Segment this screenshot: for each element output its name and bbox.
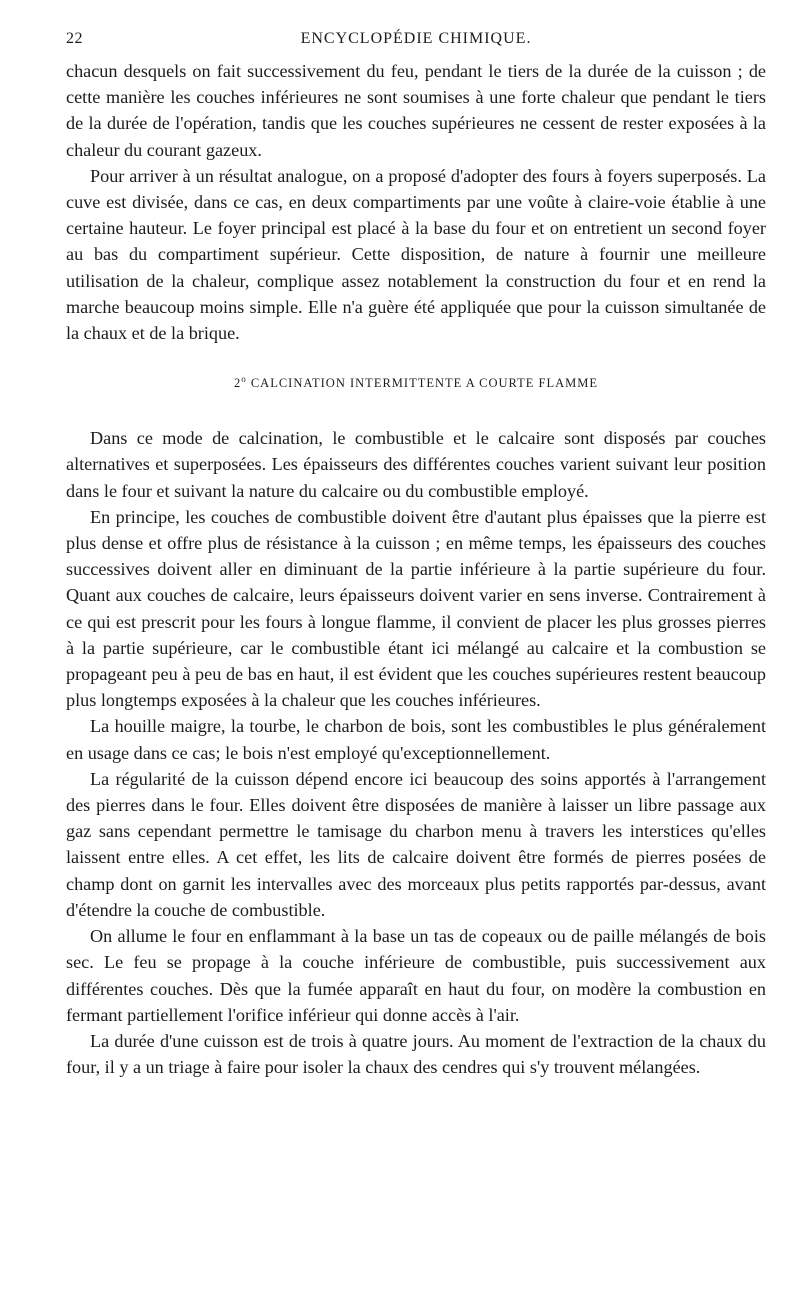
section-ordinal-mark: o — [241, 374, 247, 385]
paragraph: Pour arriver à un résultat analogue, on a proposé d'adopter des fours à foyers superposés. La cuve est divisée, dans ce cas, en deux compartiments par une voûte à claire-voie établie à une certaine hauteur. Le foyer principal est placé à la base du four et on entretient un second foyer au bas du compartiment supérieur. Cette disposition, de nature à fournir une meilleure utilisation de la chaleur, complique assez notablement la construction du four et en rend la marche beaucoup moins simple. Elle n'a guère été appliquée que pour la cuisson simultanée de la chaux et de la brique. — [66, 165, 766, 344]
page-body — [66, 58, 766, 1080]
paragraph: En principe, les couches de combustible doivent être d'autant plus épaisses que la pierre est plus dense et offre plus de résistance à la cuisson ; en même temps, les épaisseurs des couches successives doivent aller en diminuant de la partie inférieure à la partie supérieure du four. Quant aux couches de calcaire, leurs épaisseurs doivent varier en sens inverse. Contrairement à ce qui est prescrit pour les fours à longue flamme, il convient de placer les plus grosses pierres à la partie supérieure, car le combustible étant ici mélangé au calcaire et la combustion se propageant peu à peu de bas en haut, il est évident que les couches supérieures restent beaucoup plus longtemps exposées à la chaleur que les couches inférieures. — [66, 506, 766, 711]
page-header — [66, 30, 766, 54]
paragraph: La houille maigre, la tourbe, le charbon de bois, sont les combustibles le plus généralement en usage dans ce cas; le bois n'est employé qu'exceptionnellement. — [66, 716, 766, 763]
section-heading — [66, 374, 766, 391]
paragraph: Dans ce mode de calcination, le combustible et le calcaire sont disposés par couches alternatives et superposées. Les épaisseurs des différentes couches varient suivant leur position dans le four et suivant la nature du calcaire ou du combustible employé. — [66, 428, 766, 501]
page-number: 22 — [66, 30, 83, 47]
paragraph-continuation: chacun desquels on fait successivement du feu, pendant le tiers de la durée de la cuisson ; de cette manière les couches inférieures ne sont soumises à une forte chaleur que pendant le tiers de la durée de l'opération, tandis que les couches supérieures ne cessent de rester exposées à la chaleur du courant gazeux. — [66, 61, 766, 160]
section-number: 2 — [233, 376, 242, 391]
paragraph: On allume le four en enflammant à la base un tas de copeaux ou de paille mélangés de bois sec. Le feu se propage à la couche inférieure de combustible, puis successivement aux différentes couches. Dès que la fumée apparaît en haut du four, on modère la combustion en fermant partiellement l'orifice inférieur qui donne accès à l'air. — [66, 926, 766, 1025]
paragraph: La durée d'une cuisson est de trois à quatre jours. Au moment de l'extraction de la chaux du four, il y a un triage à faire pour isoler la chaux des cendres qui s'y trouvent mélangées. — [66, 1030, 766, 1078]
paragraph: La régularité de la cuisson dépend encore ici beaucoup des soins apportés à l'arrangement des pierres dans le four. Elles doivent être disposées de manière à laisser un libre passage aux gaz sans cependant permettre le tamisage du charbon menu à travers les interstices qu'elles laissent entre elles. A cet effet, les lits de calcaire doivent être formés de pierres posées de champ dont on garnit les intervalles avec des morceaux plus petits rapportés par-dessus, avant d'étendre la couche de combustible. — [66, 768, 766, 920]
section-title-text: CALCINATION INTERMITTENTE A COURTE FLAMME — [250, 376, 599, 391]
running-title: ENCYCLOPÉDIE CHIMIQUE. — [300, 30, 532, 47]
